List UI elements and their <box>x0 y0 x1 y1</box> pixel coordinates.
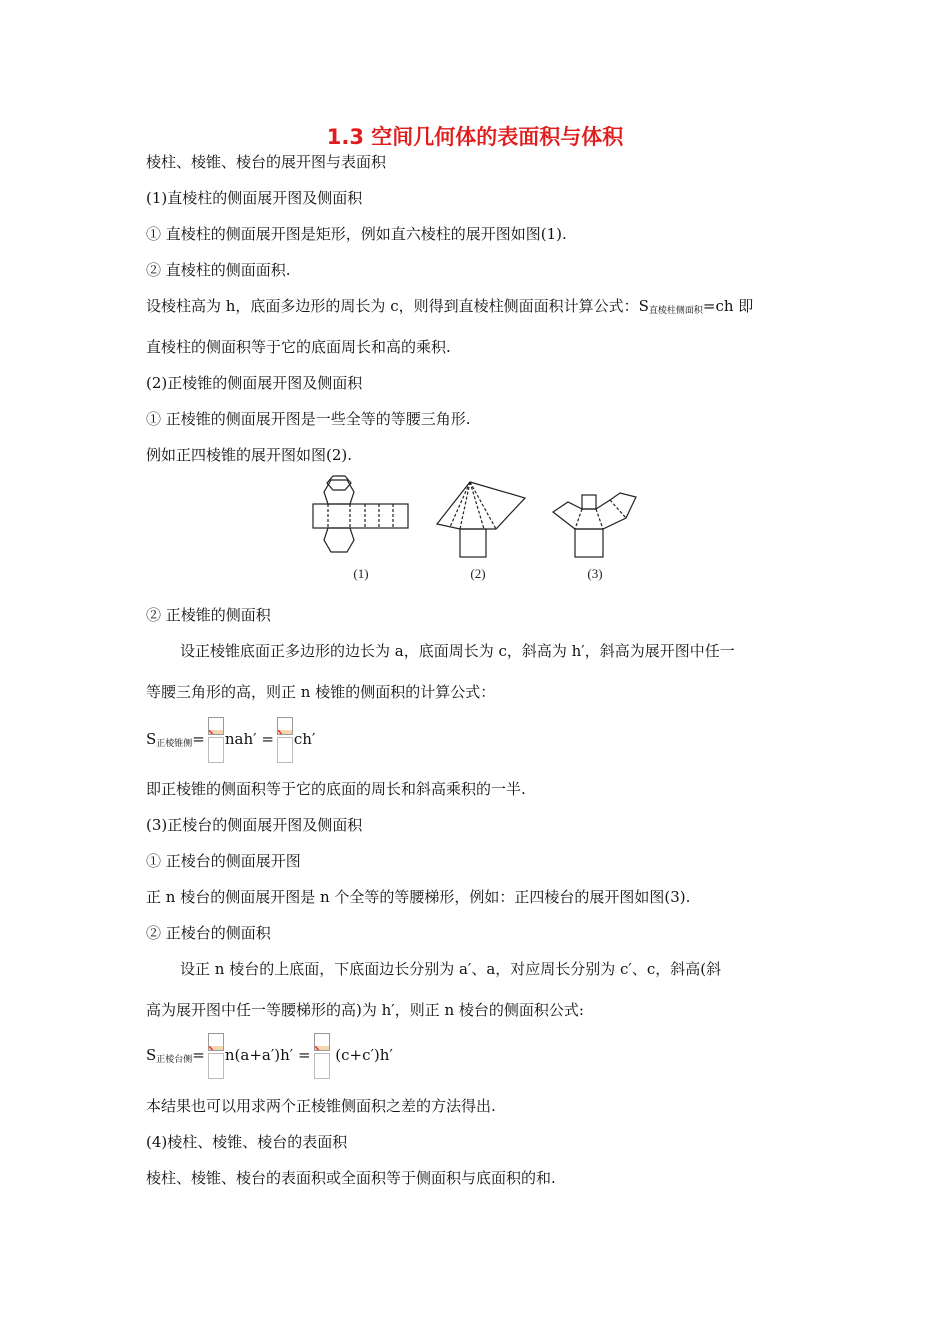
subsection-heading: (4)棱柱、棱锥、棱台的表面积 <box>146 1133 348 1151</box>
paragraph: ② 正棱锥的侧面积 <box>146 606 271 624</box>
paragraph: ① 正棱台的侧面展开图 <box>146 852 301 870</box>
paragraph: ② 直棱柱的侧面面积. <box>146 261 291 279</box>
fraction-image <box>313 1033 329 1079</box>
paragraph: 高为展开图中任一等腰梯形的高)为 h′，则正 n 棱台的侧面积公式: <box>146 1001 584 1019</box>
square-frustum-net <box>553 493 636 557</box>
image-placeholder-icon <box>208 717 224 735</box>
image-placeholder-icon <box>208 1033 224 1051</box>
subsection-heading: (2)正棱锥的侧面展开图及侧面积 <box>146 374 363 392</box>
section-heading: 棱柱、棱锥、棱台的展开图与表面积 <box>146 153 387 171</box>
paragraph: 设正棱锥底面正多边形的边长为 a，底面周长为 c，斜高为 h′，斜高为展开图中任一 <box>180 642 735 660</box>
paragraph: ② 正棱台的侧面积 <box>146 924 271 942</box>
paragraph: ① 正棱锥的侧面展开图是一些全等的等腰三角形. <box>146 410 471 428</box>
fraction-image <box>207 1033 223 1079</box>
formula-frustum-lateral-area: $S_{正棱台侧}=$ n(a+a′)h′ = (c+c′)h′ <box>146 1032 393 1083</box>
subscript: 直棱柱侧面积 <box>648 306 703 316</box>
paragraph: 正 n 棱台的侧面展开图是 n 个全等的等腰梯形，例如：正四棱台的展开图如图(3). <box>146 888 691 906</box>
figure-label-2: (2) <box>470 566 486 581</box>
fraction-image <box>276 717 292 763</box>
paragraph: 棱柱、棱锥、棱台的表面积或全面积等于侧面积与底面积的和. <box>146 1169 556 1187</box>
page-title: 1.3 空间几何体的表面积与体积 <box>326 125 624 149</box>
image-placeholder-icon <box>277 717 293 735</box>
paragraph: 直棱柱的侧面积等于它的底面周长和高的乘积. <box>146 338 451 356</box>
figure-label-3: (3) <box>587 566 603 581</box>
fraction-image <box>207 717 223 763</box>
square-pyramid-net <box>437 482 525 557</box>
paragraph: 例如正四棱锥的展开图如图(2). <box>146 446 353 464</box>
paragraph: 本结果也可以用求两个正棱锥侧面积之差的方法得出. <box>146 1097 496 1115</box>
formula-pyramid-lateral-area: $S_{正棱锥侧}=$ nah′ = ch′ <box>146 716 315 767</box>
paragraph: ① 直棱柱的侧面展开图是矩形，例如直六棱柱的展开图如图(1). <box>146 225 567 243</box>
subsection-heading: (3)正棱台的侧面展开图及侧面积 <box>146 816 363 834</box>
hexagonal-prism-net <box>313 476 408 552</box>
net-diagrams-figure <box>300 470 650 586</box>
paragraph: 即正棱锥的侧面积等于它的底面的周长和斜高乘积的一半. <box>146 780 526 798</box>
paragraph: 设正 n 棱台的上底面，下底面边长分别为 a′、a，对应周长分别为 c′、c，斜高(斜 <box>180 960 722 978</box>
subsection-heading: (1)直棱柱的侧面展开图及侧面积 <box>146 189 363 207</box>
figure-label-1: (1) <box>353 566 369 581</box>
paragraph: 等腰三角形的高，则正 n 棱锥的侧面积的计算公式： <box>146 683 496 701</box>
image-placeholder-icon <box>314 1033 330 1051</box>
formula-paragraph: 设棱柱高为 h，底面多边形的周长为 c，则得到直棱柱侧面面积计算公式：$S_{直棱柱侧面积}=ch$ 即 <box>146 297 754 316</box>
